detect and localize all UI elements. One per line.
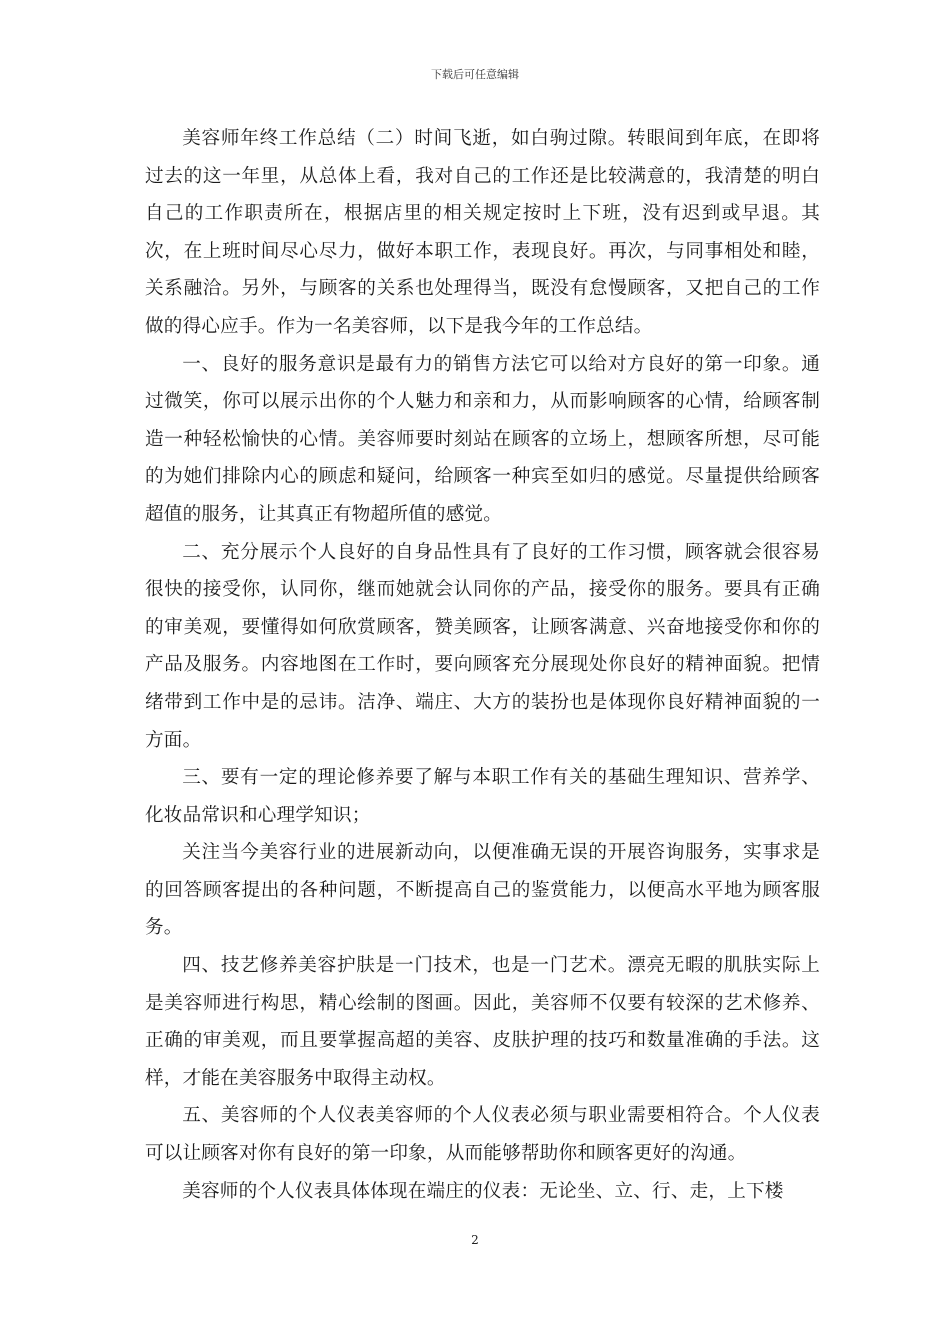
paragraph-personal-character: 二、充分展示个人良好的自身品性具有了良好的工作习惯，顾客就会很容易很快的接受你，认同你，继而她就会认同你的产品，接受你的服务。要具有正确的审美观，要懂得如何欣赏顾客，赞美顾客，让顾客满意、兴奋地接受你和你的产品及服务。内容地图在工作时，要向顾客充分展现处你良好的精神面貌。把情绪带到工作中是的忌讳。洁净、端庄、大方的装扮也是体现你良好精神面貌的一方面。 [145, 541, 820, 751]
paragraph-appearance-detail: 美容师的个人仪表具体体现在端庄的仪表：无论坐、立、行、走，上下楼 [182, 1180, 784, 1202]
paragraph-service-awareness: 一、良好的服务意识是最有力的销售方法它可以给对方良好的第一印象。通过微笑，你可以展示出你的个人魅力和亲和力，从而影响顾客的心情，给顾客制造一种轻松愉快的心情。美容师要时刻站在顾客的立场上，想顾客所想，尽可能的为她们排除内心的顾虑和疑问，给顾客一种宾至如归的感觉。尽量提供给顾客超值的服务，让其真正有物超所值的感觉。 [145, 353, 820, 525]
paragraph-theory: 三、要有一定的理论修养要了解与本职工作有关的基础生理知识、营养学、化妆品常识和心理学知识； [145, 767, 820, 826]
paragraph-intro: 美容师年终工作总结（二）时间飞逝，如白驹过隙。转眼间到年底，在即将过去的这一年里，从总体上看，我对自己的工作还是比较满意的，我清楚的明白自己的工作职责所在，根据店里的相关规定按时上下班，没有迟到或早退。其次，在上班时间尽心尽力，做好本职工作，表现良好。再次，与同事相处和睦，关系融洽。另外，与顾客的关系也处理得当，既没有怠慢顾客，又把自己的工作做的得心应手。作为一名美容师，以下是我今年的工作总结。 [145, 128, 820, 337]
page-number: 2 [471, 1233, 479, 1247]
document-body [145, 120, 820, 1210]
paragraph-industry-trends: 关注当今美容行业的进展新动向，以便准确无误的开展咨询服务，实事求是的回答顾客提出的各种问题，不断提高自己的鉴赏能力，以便高水平地为顾客服务。 [145, 842, 820, 939]
paragraph-appearance: 五、美容师的个人仪表美容师的个人仪表必须与职业需要相符合。个人仪表可以让顾客对你有良好的第一印象，从而能够帮助你和顾客更好的沟通。 [145, 1105, 820, 1165]
paragraph-skills: 四、技艺修养美容护肤是一门技术，也是一门艺术。漂亮无暇的肌肤实际上是美容师进行构思，精心绘制的图画。因此，美容师不仅要有较深的艺术修养、正确的审美观，而且要掌握高超的美容、皮肤护理的技巧和数量准确的手法。这样，才能在美容服务中取得主动权。 [145, 955, 820, 1089]
page-header: 下载后可任意编辑 [431, 68, 519, 81]
